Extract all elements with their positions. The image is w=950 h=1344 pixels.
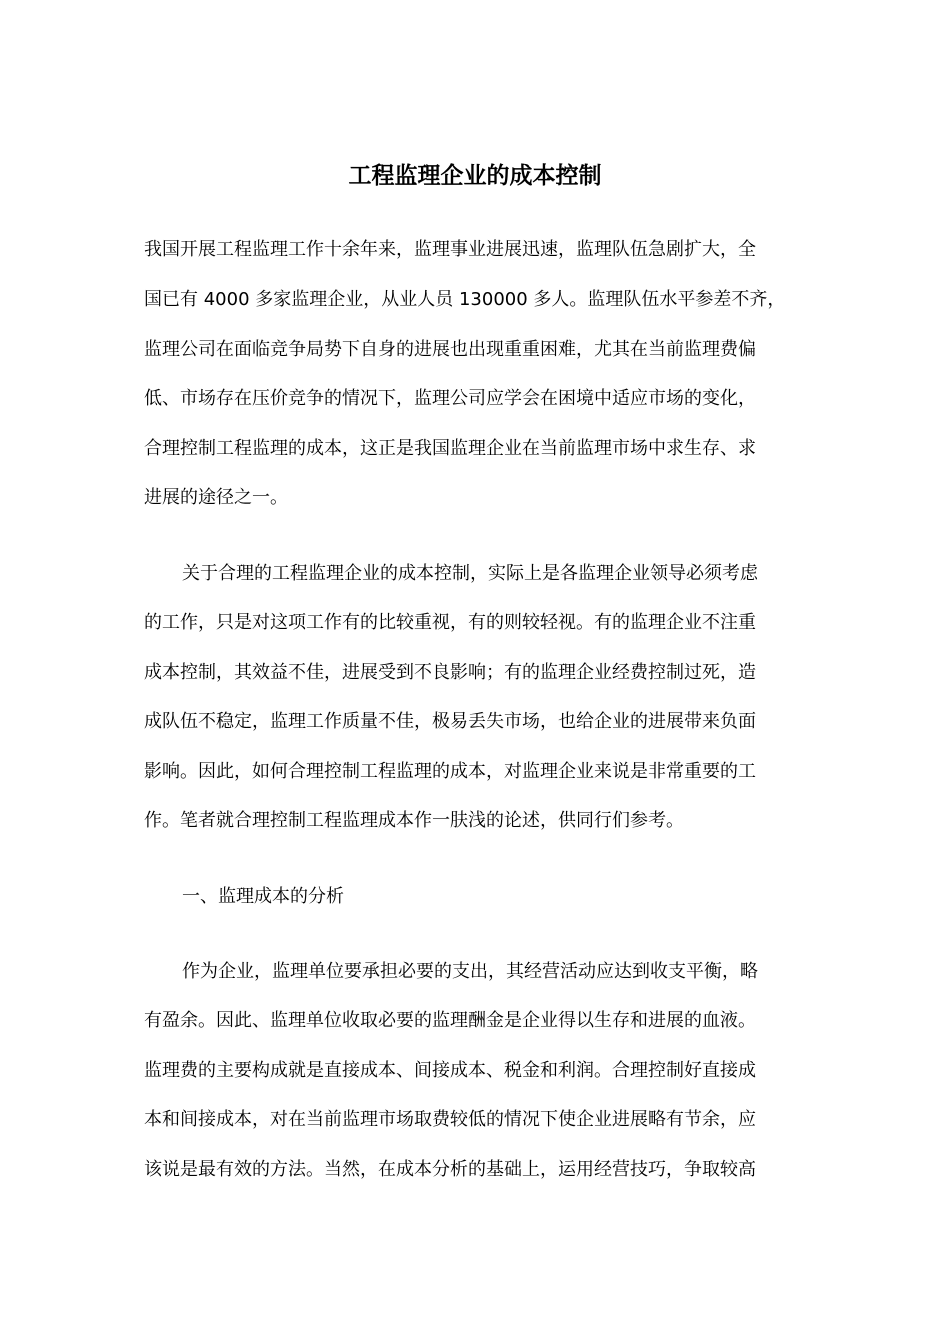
paragraph-1-line-3: 监理公司在面临竞争局势下自身的进展也出现重重困难，尤其在当前监理费偏 (144, 339, 756, 360)
paragraph-3-line-3: 监理费的主要构成就是直接成本、间接成本、税金和利润。合理控制好直接成 (144, 1060, 756, 1081)
paragraph-2-line-3: 成本控制，其效益不佳，进展受到不良影响；有的监理企业经费控制过死，造 (144, 662, 756, 683)
document-title: 工程监理企业的成本控制 (348, 163, 602, 189)
paragraph-3-line-4: 本和间接成本，对在当前监理市场取费较低的情况下使企业进展略有节余，应 (144, 1109, 756, 1130)
paragraph-3-line-1: 作为企业，监理单位要承担必要的支出，其经营活动应达到收支平衡，略 (182, 961, 758, 982)
paragraph-1-line-1: 我国开展工程监理工作十余年来，监理事业进展迅速，监理队伍急剧扩大，全 (144, 239, 756, 260)
paragraph-2-line-4: 成队伍不稳定，监理工作质量不佳，极易丢失市场，也给企业的进展带来负面 (144, 711, 756, 732)
paragraph-3-line-2: 有盈余。因此、监理单位收取必要的监理酬金是企业得以生存和进展的血液。 (144, 1010, 756, 1031)
paragraph-1-line-4: 低、市场存在压价竞争的情况下，监理公司应学会在困境中适应市场的变化， (144, 388, 756, 409)
paragraph-1-line-6: 进展的途径之一。 (144, 487, 288, 508)
paragraph-1-line-5: 合理控制工程监理的成本，这正是我国监理企业在当前监理市场中求生存、求 (144, 438, 756, 459)
paragraph-1-line-2: 国已有 4000 多家监理企业，从业人员 130000 多人。监理队伍水平参差不齐， (144, 289, 786, 310)
paragraph-3-line-5: 该说是最有效的方法。当然，在成本分析的基础上，运用经营技巧，争取较高 (144, 1159, 756, 1180)
paragraph-2-line-1: 关于合理的工程监理企业的成本控制，实际上是各监理企业领导必须考虑 (182, 563, 758, 584)
paragraph-2-line-5: 影响。因此，如何合理控制工程监理的成本，对监理企业来说是非常重要的工 (144, 761, 756, 782)
paragraph-2-line-2: 的工作，只是对这项工作有的比较重视，有的则较轻视。有的监理企业不注重 (144, 612, 756, 633)
paragraph-2-line-6: 作。笔者就合理控制工程监理成本作一肤浅的论述，供同行们参考。 (144, 810, 684, 831)
section-heading-1: 一、监理成本的分析 (182, 886, 344, 907)
